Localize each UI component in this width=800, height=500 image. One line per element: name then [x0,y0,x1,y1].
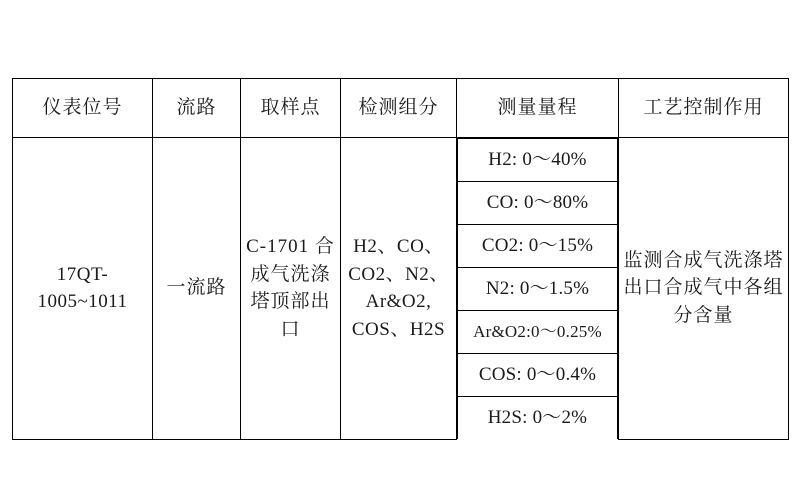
cell-components: H2、CO、CO2、N2、Ar&O2, COS、H2S [341,138,457,440]
column-header-control-function: 工艺控制作用 [619,79,789,138]
range-item: H2: 0～40% [458,139,618,182]
range-item: CO: 0～80% [458,182,618,225]
measuring-range-list [457,138,618,439]
column-header-measuring-range: 测量量程 [457,79,619,138]
table-row [13,138,789,440]
range-item: Ar&O2:0～0.25% [458,311,618,354]
cell-control-function: 监测合成气洗涤塔出口合成气中各组分含量 [619,138,789,440]
cell-instrument-tag: 17QT-1005~1011 [13,138,153,440]
instrument-spec-table [12,78,789,440]
cell-sample-point: C-1701 合成气洗涤塔顶部出口 [241,138,341,440]
range-item: N2: 0～1.5% [458,268,618,311]
range-item: COS: 0～0.4% [458,354,618,397]
spec-table-container [12,78,788,440]
table-header-row-group [13,79,789,138]
range-item: CO2: 0～15% [458,225,618,268]
column-header-components: 检测组分 [341,79,457,138]
table-body [13,138,789,440]
cell-measuring-range [457,138,619,440]
column-header-flow-path: 流路 [153,79,241,138]
cell-flow-path: 一流路 [153,138,241,440]
range-item: H2S: 0～2% [458,397,618,440]
column-header-instrument-tag: 仪表位号 [13,79,153,138]
table-header-row [13,79,789,138]
column-header-sample-point: 取样点 [241,79,341,138]
